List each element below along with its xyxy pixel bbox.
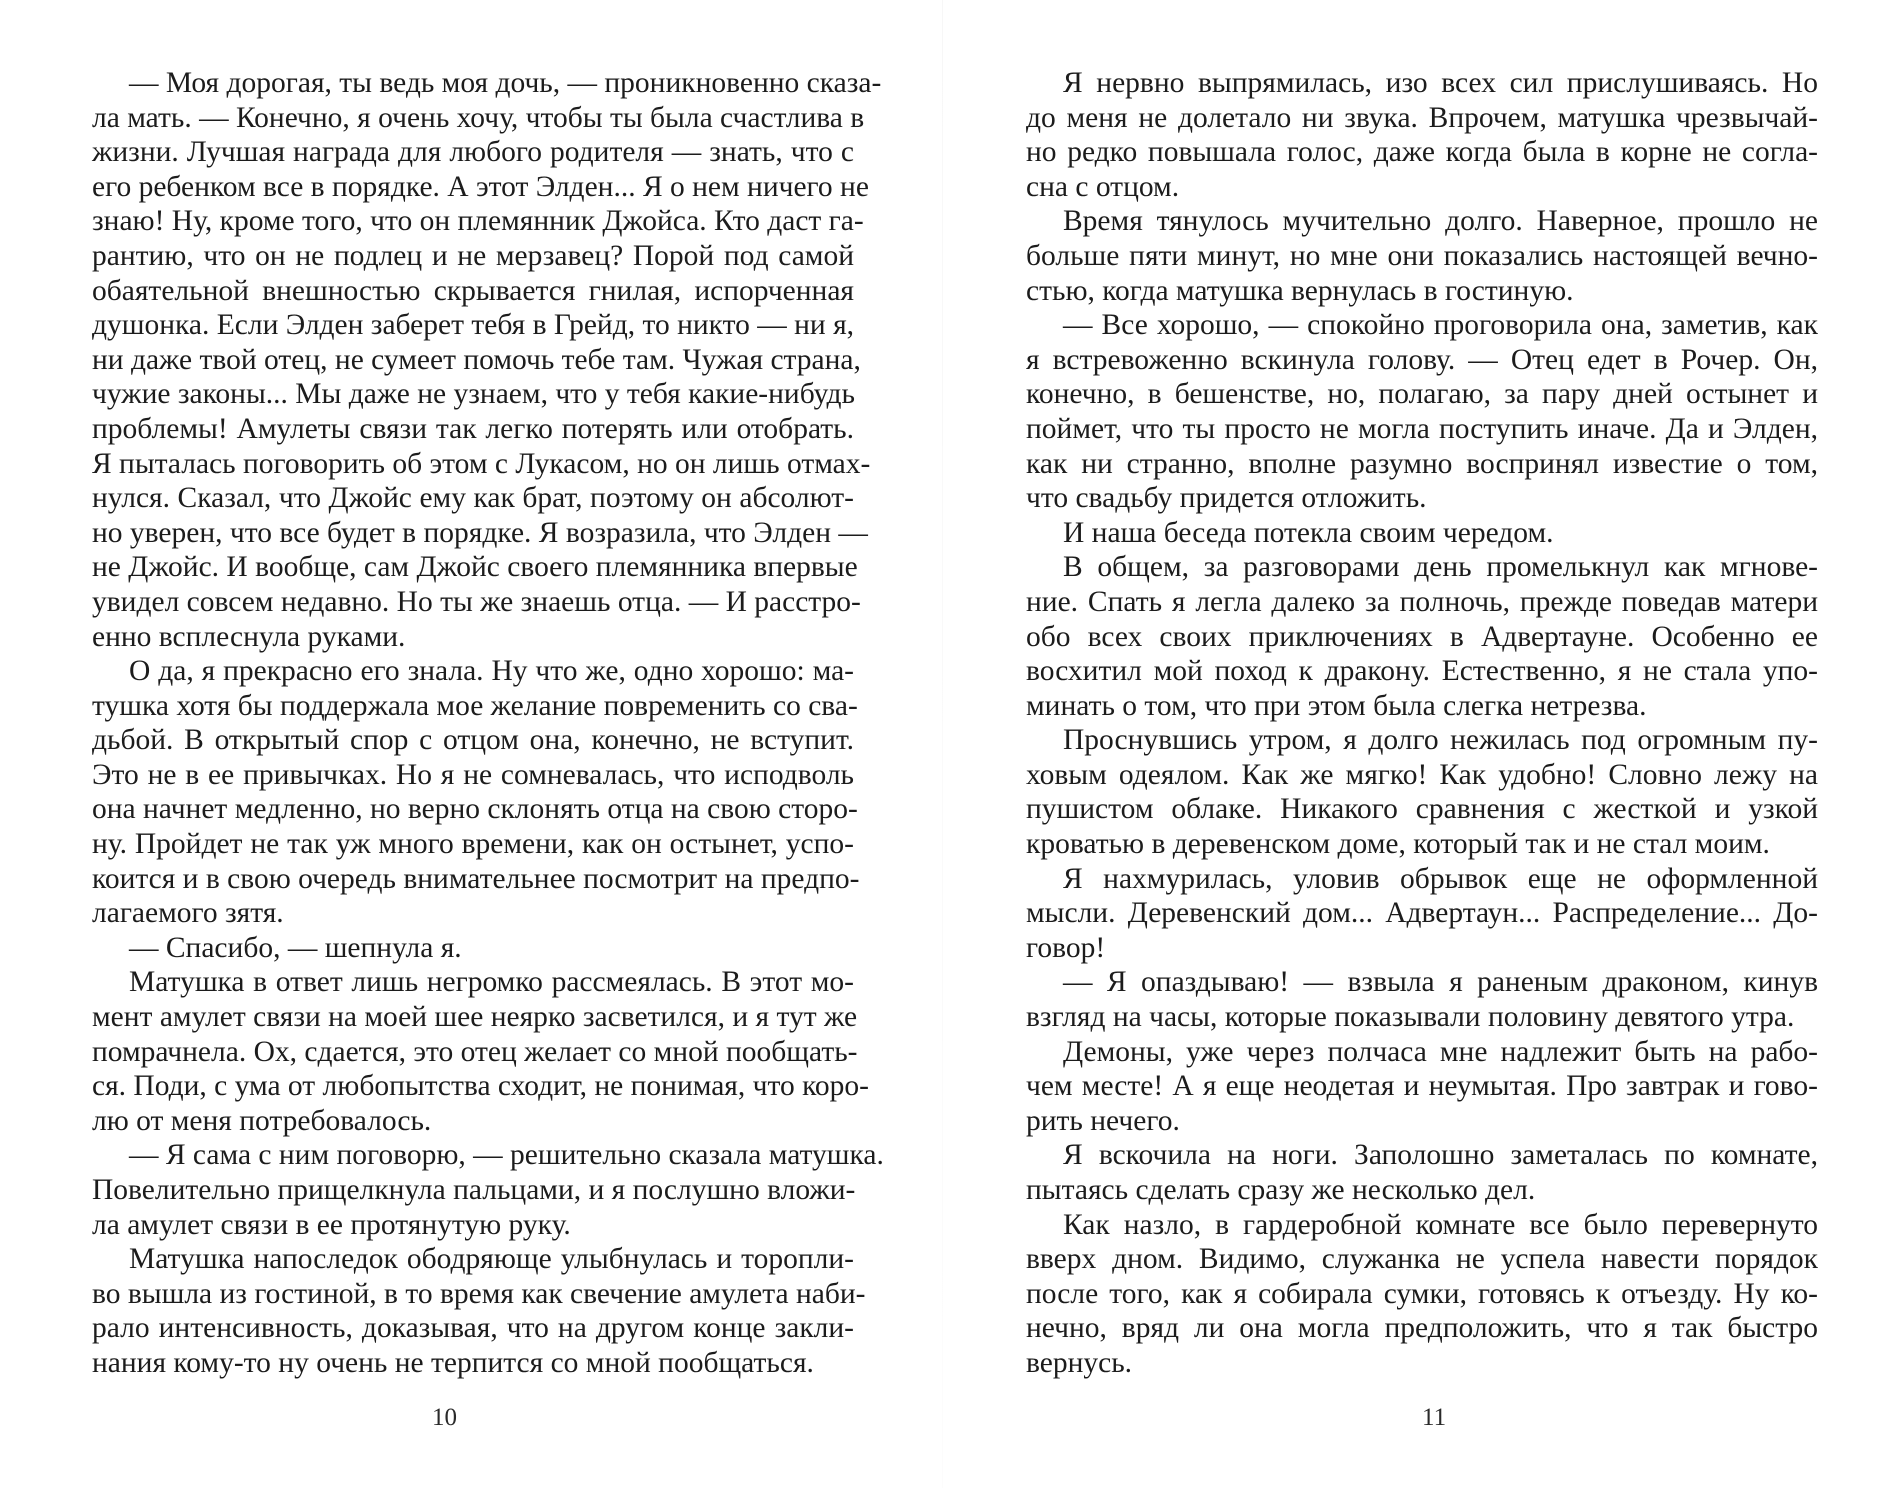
text-line: проблемы! Амулеты связи так легко потерять или отобрать. <box>92 412 854 445</box>
text-line: — Я опаздываю! — взвыла я раненым драконом, кинув <box>1063 966 1818 999</box>
text-line: ся. Поди, с ума от любопытства сходит, не понимая, что коро- <box>92 1070 869 1103</box>
text-line: ни даже твой отец, не сумеет помочь тебе там. Чужая страна, <box>92 343 861 376</box>
text-line: тушка хотя бы поддержала мое желание повременить со сва- <box>92 689 858 722</box>
text-line: жизни. Лучшая награда для любого родителя — знать, что с <box>92 136 854 169</box>
text-line: коится и в свою очередь внимательнее посмотрит на предпо- <box>92 862 860 895</box>
text-line: помрачнела. Ох, сдается, это отец желает со мной пообщать- <box>92 1035 858 1068</box>
text-line: ну. Пройдет не так уж много времени, как он остынет, успо- <box>92 828 854 861</box>
text-line: после того, как я собирала сумки, готовясь к отъезду. Ну ко- <box>1026 1277 1818 1310</box>
text-line: вернусь. <box>1026 1346 1133 1379</box>
text-line: В общем, за разговорами день промелькнул как мгнове- <box>1063 551 1818 584</box>
text-line: она начнет медленно, но верно склонять отца на свою сторо- <box>92 793 858 826</box>
text-line: нулся. Сказал, что Джойс ему как брат, поэтому он абсолют- <box>92 482 854 515</box>
text-line: до меня не долетало ни звука. Впрочем, матушка чрезвычай- <box>1026 101 1818 134</box>
text-line: нечно, вряд ли она могла предположить, что я так быстро <box>1026 1312 1818 1345</box>
text-line: душонка. Если Элден заберет тебя в Грейд, то никто — ни я, <box>92 309 855 342</box>
text-line: во вышла из гостиной, в то время как свечение амулета наби- <box>92 1277 866 1310</box>
text-line: Я вскочила на ноги. Заполошно заметалась по комнате, <box>1063 1139 1818 1172</box>
page-number-left: 10 <box>432 1404 457 1431</box>
text-line: лю от меня потребовалось. <box>92 1104 432 1137</box>
text-line: нания кому-то ну очень не терпится со мной пообщаться. <box>92 1346 814 1379</box>
left-page-text <box>92 66 884 1381</box>
text-line: И наша беседа потекла своим чередом. <box>1063 516 1554 549</box>
text-line: вверх дном. Видимо, служанка не успела навести порядок <box>1026 1243 1818 1276</box>
text-line: — Спасибо, — шепнула я. <box>129 931 462 964</box>
page-number-right: 11 <box>1422 1404 1447 1431</box>
text-line: Я нахмурилась, уловив обрывок еще не оформленной <box>1063 862 1818 895</box>
text-line: ла мать. — Конечно, я очень хочу, чтобы ты была счастлива в <box>92 101 865 134</box>
text-line: кроватью в деревенском доме, который так и не стал моим. <box>1026 828 1770 861</box>
text-line: поймет, что ты просто не могла поступить иначе. Да и Элден, <box>1026 412 1818 445</box>
text-line: восхитил мой поход к дракону. Естественно, я не стала упо- <box>1026 655 1818 688</box>
text-line: чем месте! А я еще неодетая и неумытая. Про завтрак и гово- <box>1026 1070 1818 1103</box>
text-line: его ребенком все в порядке. А этот Элден... Я о нем ничего не <box>92 170 869 203</box>
text-line: я встревоженно вскинула голову. — Отец едет в Рочер. Он, <box>1026 343 1818 376</box>
text-line: ние. Спать я легла далеко за полночь, прежде поведав матери <box>1026 585 1818 618</box>
text-line: рантию, что он не подлец и не мерзавец? Порой под самой <box>92 239 854 272</box>
text-line: енно всплеснула руками. <box>92 620 406 653</box>
text-line: рало интенсивность, доказывая, что на другом конце закли- <box>92 1312 854 1345</box>
text-line: но редко повышала голос, даже когда была в корне не согла- <box>1026 136 1818 169</box>
text-line: Демоны, уже через полчаса мне надлежит быть на рабо- <box>1063 1035 1818 1068</box>
text-line: говор! <box>1026 931 1106 964</box>
text-line: конечно, в бешенстве, но, полагаю, за пару дней остынет и <box>1026 378 1818 411</box>
text-line: сна с отцом. <box>1026 170 1180 203</box>
text-line: Повелительно прищелкнула пальцами, и я послушно вложи- <box>92 1174 856 1206</box>
text-line: — Моя дорогая, ты ведь моя дочь, — проникновенно сказа- <box>129 67 882 99</box>
text-line: знаю! Ну, кроме того, что он племянник Джойса. Кто даст га- <box>92 205 864 238</box>
text-line: минать о том, что при этом была слегка нетрезва. <box>1026 689 1647 722</box>
text-line: ла амулет связи в ее протянутую руку. <box>92 1208 571 1241</box>
text-line: взгляд на часы, которые показывали половину девятого утра. <box>1026 1001 1795 1034</box>
text-line: мент амулет связи на моей шее неярко засветился, и я тут же <box>92 1001 858 1034</box>
left-page <box>92 66 884 1381</box>
text-line: пушистом облаке. Никакого сравнения с жесткой и узкой <box>1026 793 1818 826</box>
text-line: но уверен, что все будет в порядке. Я возразила, что Элден — <box>92 516 868 549</box>
text-line: — Все хорошо, — спокойно проговорила она, заметив, как <box>1063 309 1818 342</box>
text-line: ховым одеялом. Как же мягко! Как удобно! Словно лежу на <box>1026 758 1818 791</box>
text-line: пытаясь сделать сразу же несколько дел. <box>1026 1174 1536 1206</box>
text-line: обаятельной внешностью скрывается гнилая, испорченная <box>92 274 854 307</box>
text-line: Я нервно выпрямилась, изо всех сил прислушиваясь. Но <box>1063 67 1818 99</box>
text-line: Как назло, в гардеробной комнате все было перевернуто <box>1063 1208 1818 1241</box>
text-line: не Джойс. И вообще, сам Джойс своего племянника впервые <box>92 551 858 584</box>
text-line: — Я сама с ним поговорю, — решительно сказала матушка. <box>129 1139 884 1172</box>
book-gutter <box>942 0 943 1488</box>
text-line: стью, когда матушка вернулась в гостиную. <box>1026 274 1574 307</box>
text-line: мысли. Деревенский дом... Адвертаун... Распределение... До- <box>1026 897 1818 930</box>
right-page-text <box>1026 66 1818 1381</box>
right-page <box>1026 66 1818 1381</box>
text-line: больше пяти минут, но мне они показались настоящей вечно- <box>1026 239 1818 272</box>
text-line: Матушка в ответ лишь негромко рассмеялась. В этот мо- <box>129 966 854 999</box>
text-line: дьбой. В открытый спор с отцом она, конечно, не вступит. <box>92 724 854 757</box>
text-line: увидел совсем недавно. Но ты же знаешь отца. — И расстро- <box>92 585 861 618</box>
text-line: Матушка напоследок ободряюще улыбнулась и торопли- <box>129 1243 854 1276</box>
text-line: чужие законы... Мы даже не узнаем, что у тебя какие-нибудь <box>92 378 855 411</box>
text-line: О да, я прекрасно его знала. Ну что же, одно хорошо: ма- <box>129 655 854 688</box>
text-line: лагаемого зятя. <box>92 897 284 930</box>
text-line: Это не в ее привычках. Но я не сомневалась, что исподволь <box>92 758 854 791</box>
text-line: Проснувшись утром, я долго нежилась под огромным пу- <box>1063 724 1818 757</box>
text-line: обо всех своих приключениях в Адвертауне. Особенно ее <box>1026 620 1818 653</box>
text-line: Я пыталась поговорить об этом с Лукасом, но он лишь отмах- <box>92 447 871 480</box>
text-line: Время тянулось мучительно долго. Наверное, прошло не <box>1063 205 1818 238</box>
text-line: что свадьбу придется отложить. <box>1026 482 1427 515</box>
text-line: как ни странно, вполне разумно воспринял известие о том, <box>1026 447 1818 480</box>
text-line: рить нечего. <box>1026 1104 1180 1137</box>
